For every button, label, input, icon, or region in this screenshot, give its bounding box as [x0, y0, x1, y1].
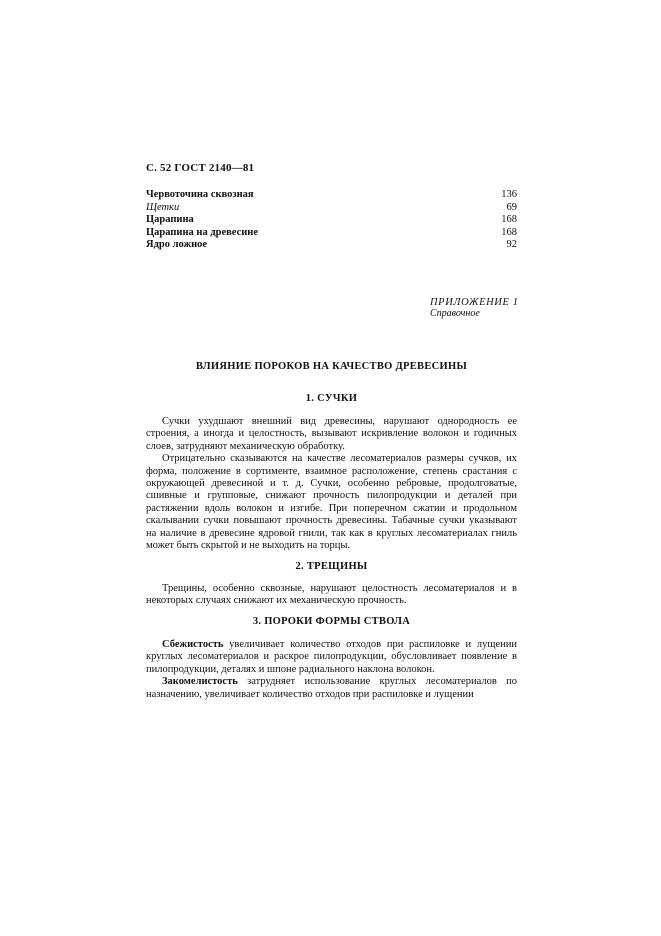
section-heading: 1. СУЧКИ	[305, 393, 358, 404]
index-page: 168	[501, 226, 517, 238]
paragraph: Отрицательно сказываются на качестве лесоматериалов размеры сучков, их форма, положение в сортименте, взаимное расположение, степень срастания с окружающей древесиной и т. д. Сучки, особенно ребровые, продолговатые, сшивные и групповые, снижают прочность пилопродукции и деталей при растяжении вдоль волокон и изгибе. При поперечном сжатии и продольном скалывании сучки повышают прочность древесины. Табачные сучки указывают на наличие в древесине ядровой гнили, так как в круглых лесоматериалах гниль может быть скрытой и не выходить на торцы.	[146, 453, 517, 552]
section-heading: 3. ПОРОКИ ФОРМЫ СТВОЛА	[252, 616, 411, 627]
document-title: ВЛИЯНИЕ ПОРОКОВ НА КАЧЕСТВО ДРЕВЕСИНЫ	[195, 361, 468, 372]
index-entry	[146, 239, 517, 252]
paragraph: Сучки ухудшают внешний вид древесины, нарушают однородность ее строения, а иногда и целостность, вызывают искривление волокон и годичных слоев, затрудняют механическую обработку.	[146, 416, 517, 452]
running-title: С. 52 ГОСТ 2140—81	[146, 162, 255, 174]
index-page: 168	[501, 214, 517, 225]
index-entry	[146, 189, 517, 202]
appendix-label-block	[430, 297, 519, 319]
paragraph	[146, 639, 517, 676]
index-list	[146, 189, 517, 252]
index-entry	[146, 214, 517, 227]
index-term: Ядро ложное	[146, 239, 208, 250]
section-body	[146, 416, 517, 552]
index-term: Щетки	[146, 201, 180, 213]
paragraph-text: затрудняет использование круглых лесоматериалов по назначению, увеличивает количество отходов при распиловке и лущении	[146, 676, 517, 700]
paragraph: Трещины, особенно сквозные, нарушают целостность лесоматериалов и в некоторых случаях снижают их механическую прочность.	[146, 583, 517, 607]
paragraph	[146, 676, 517, 701]
paragraph-text: увеличивает количество отходов при распиловке и лущении круглых лесоматериалов и раскрое пилопродукции, обусловливает появление в пилопродукции, деталях и шпоне радиального наклона волокон.	[146, 639, 517, 675]
index-entry	[146, 202, 517, 215]
appendix-type: Справочное	[430, 308, 480, 319]
index-term: Царапина на древесине	[146, 226, 259, 238]
term-lead: Закомелистость	[162, 676, 238, 688]
section-body	[146, 639, 517, 701]
index-page: 92	[506, 239, 517, 250]
index-term: Червоточина сквозная	[146, 189, 254, 200]
index-page: 136	[501, 189, 517, 200]
section-heading: 2. ТРЕЩИНЫ	[295, 561, 368, 572]
index-entry	[146, 227, 517, 240]
index-term: Царапина	[146, 214, 194, 225]
section-body	[146, 583, 517, 608]
index-page: 69	[506, 201, 517, 213]
term-lead: Сбежистость	[162, 639, 224, 650]
appendix-label: ПРИЛОЖЕНИЕ 1	[430, 297, 519, 308]
